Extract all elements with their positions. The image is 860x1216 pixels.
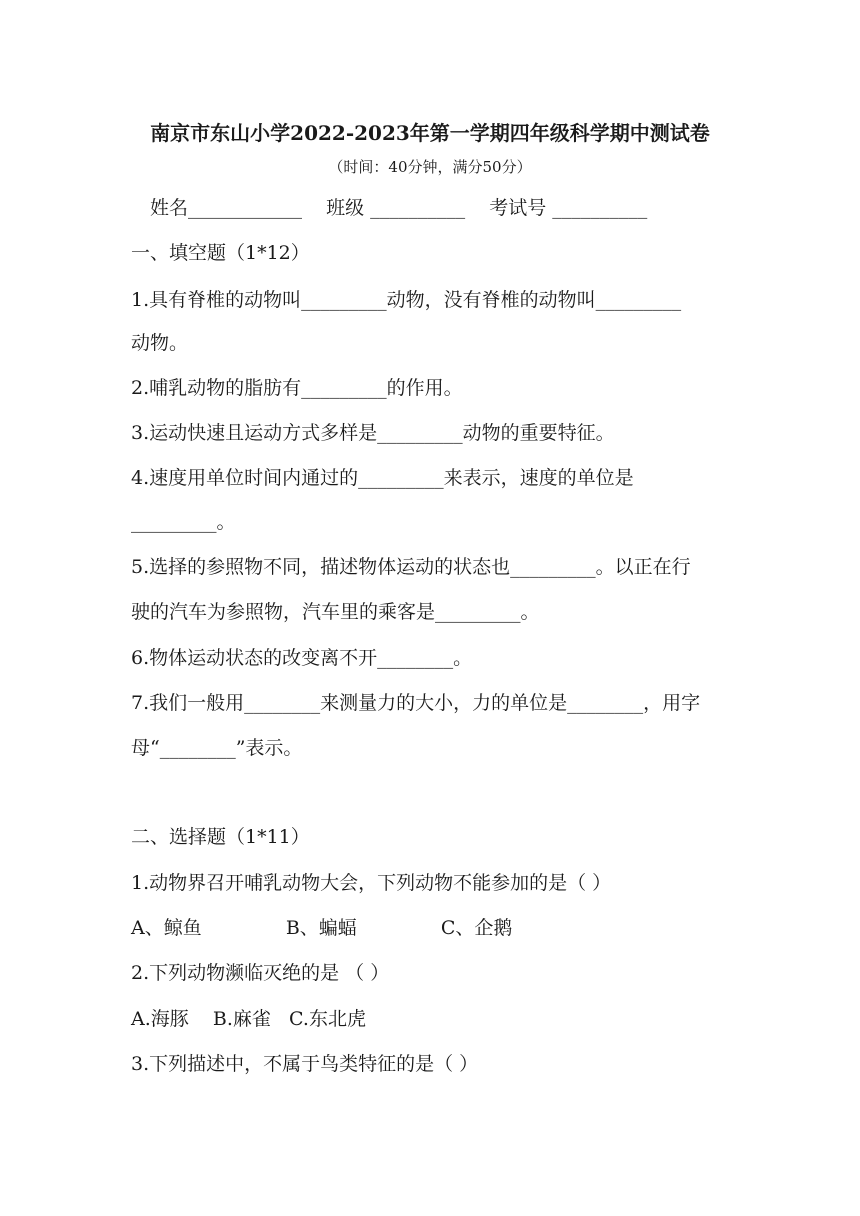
- q7-line1: 7.我们一般用________来测量力的大小，力的单位是________，用字: [131, 692, 701, 714]
- mc-q2: 2.下列动物濒临灭绝的是 （ ）: [131, 962, 390, 984]
- exam-subtitle: （时间：40分钟，满分50分）: [328, 158, 532, 176]
- mc-q1-option-c: C、企鹅: [440, 917, 513, 939]
- exam-number-field: 考试号 __________: [489, 197, 648, 219]
- q4-line2: _________。: [131, 511, 236, 533]
- q3: 3.运动快速且运动方式多样是_________动物的重要特征。: [131, 422, 615, 444]
- q5-line1: 5.选择的参照物不同，描述物体运动的状态也_________。以正在行: [131, 556, 691, 578]
- q6: 6.物体运动状态的改变离不开________。: [131, 647, 473, 669]
- section1-heading: 一、填空题（1*12）: [131, 242, 310, 264]
- q1-line2: 动物。: [131, 332, 189, 354]
- q5-line2: 驶的汽车为参照物，汽车里的乘客是_________。: [131, 601, 540, 623]
- mc-q1-option-a: A、鲸鱼: [131, 917, 202, 939]
- mc-q1: 1.动物界召开哺乳动物大会，下列动物不能参加的是（ ）: [131, 872, 612, 894]
- student-info-row: [150, 195, 750, 221]
- class-field: 班级 __________: [326, 197, 466, 219]
- q2: 2.哺乳动物的脂肪有_________的作用。: [131, 377, 463, 399]
- section2-heading: 二、选择题（1*11）: [131, 826, 310, 848]
- mc-q3: 3.下列描述中，不属于鸟类特征的是（ ）: [131, 1053, 479, 1075]
- exam-title: 南京市东山小学2022-2023年第一学期四年级科学期中测试卷: [150, 121, 710, 145]
- q1-line1: 1.具有脊椎的动物叫_________动物，没有脊椎的动物叫_________: [131, 289, 682, 311]
- q7-line2: 母“________”表示。: [131, 737, 303, 759]
- name-field: 姓名____________: [150, 197, 303, 219]
- q4-line1: 4.速度用单位时间内通过的_________来表示，速度的单位是: [131, 467, 634, 489]
- mc-q1-option-b: B、蝙蝠: [285, 917, 357, 939]
- mc-q1-options: [131, 915, 731, 941]
- mc-q2-options: A.海豚 B.麻雀 C.东北虎: [131, 1008, 366, 1030]
